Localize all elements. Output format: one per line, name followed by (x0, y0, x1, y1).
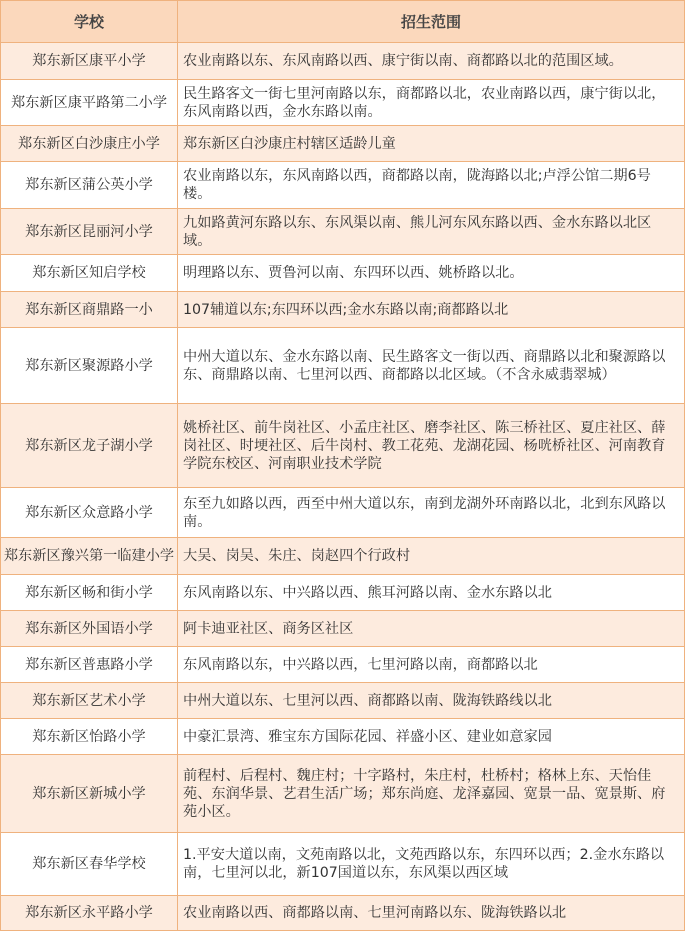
admission-range: 农业南路以东，东风南路以西，商都路以南，陇海路以北;卢浮公馆二期6号楼。 (178, 162, 685, 209)
table-row (1, 896, 685, 931)
header-range: 招生范围 (178, 1, 685, 43)
admission-range: 中州大道以东、七里河以西、商都路以南、陇海铁路线以北 (178, 683, 685, 719)
school-name: 郑东新区康平小学 (1, 43, 178, 80)
school-name: 郑东新区蒲公英小学 (1, 162, 178, 209)
school-name: 郑东新区畅和街小学 (1, 575, 178, 611)
table-row (1, 162, 685, 209)
admission-range: 阿卡迪亚社区、商务区社区 (178, 611, 685, 647)
school-name: 郑东新区白沙康庄小学 (1, 126, 178, 162)
header-school: 学校 (1, 1, 178, 43)
table-row (1, 488, 685, 538)
admission-range: 前程村、后程村、魏庄村；十字路村，朱庄村，杜桥村；格林上东、天怡佳苑、东润华景、艺君生活广场；郑东尚庭、龙泽嘉园、宽景一品、宽景斯、府苑小区。 (178, 755, 685, 833)
admission-range: 107辅道以东;东四环以西;金水东路以南;商都路以北 (178, 292, 685, 328)
table-header-row (1, 1, 685, 43)
admission-range: 姚桥社区、前牛岗社区、小孟庄社区、磨李社区、陈三桥社区、夏庄社区、薛岗社区、时埂社区、后牛岗村、教工花苑、龙湖花园、杨咣桥社区、河南教育学院东校区、河南职业技术学院 (178, 404, 685, 488)
admission-range: 中豪汇景湾、雅宝东方国际花园、祥盛小区、建业如意家园 (178, 719, 685, 755)
table-row (1, 328, 685, 404)
school-name: 郑东新区普惠路小学 (1, 647, 178, 683)
table-row (1, 755, 685, 833)
school-name: 郑东新区春华学校 (1, 833, 178, 896)
admission-range: 郑东新区白沙康庄村辖区适龄儿童 (178, 126, 685, 162)
school-name: 郑东新区龙子湖小学 (1, 404, 178, 488)
school-name: 郑东新区豫兴第一临建小学 (1, 538, 178, 575)
table-row (1, 209, 685, 255)
table-row (1, 538, 685, 575)
admission-range: 农业南路以东、东风南路以西、康宁街以南、商都路以北的范围区域。 (178, 43, 685, 80)
school-name: 郑东新区新城小学 (1, 755, 178, 833)
school-name: 郑东新区怡路小学 (1, 719, 178, 755)
school-name: 郑东新区康平路第二小学 (1, 80, 178, 126)
school-name: 郑东新区艺术小学 (1, 683, 178, 719)
school-name: 郑东新区昆丽河小学 (1, 209, 178, 255)
table-row (1, 647, 685, 683)
table-row (1, 575, 685, 611)
school-name: 郑东新区众意路小学 (1, 488, 178, 538)
admission-range: 1.平安大道以南，文苑南路以北，文苑西路以东，东四环以西；2.金水东路以南，七里河以北，新107国道以东，东风渠以西区域 (178, 833, 685, 896)
school-name: 郑东新区知启学校 (1, 255, 178, 292)
table-row (1, 404, 685, 488)
school-name: 郑东新区外国语小学 (1, 611, 178, 647)
admission-range: 九如路黄河东路以东、东风渠以南、熊儿河东风东路以西、金水东路以北区域。 (178, 209, 685, 255)
admission-range: 东风南路以东、中兴路以西、熊耳河路以南、金水东路以北 (178, 575, 685, 611)
admission-range: 民生路客文一街七里河南路以东，商都路以北，农业南路以西，康宁街以北，东风南路以西，金水东路以南。 (178, 80, 685, 126)
school-name: 郑东新区永平路小学 (1, 896, 178, 931)
admission-range: 农业南路以西、商都路以南、七里河南路以东、陇海铁路以北 (178, 896, 685, 931)
table-row (1, 80, 685, 126)
table-row (1, 126, 685, 162)
school-name: 郑东新区聚源路小学 (1, 328, 178, 404)
admission-range: 明理路以东、贾鲁河以南、东四环以西、姚桥路以北。 (178, 255, 685, 292)
table-row (1, 43, 685, 80)
admission-range: 中州大道以东、金水东路以南、民生路客文一街以西、商鼎路以北和聚源路以东、商鼎路以南、七里河以西、商都路以北区域。（不含永威翡翠城） (178, 328, 685, 404)
school-name: 郑东新区商鼎路一小 (1, 292, 178, 328)
table-row (1, 611, 685, 647)
table-row (1, 833, 685, 896)
admission-range: 东至九如路以西，西至中州大道以东，南到龙湖外环南路以北，北到东风路以南。 (178, 488, 685, 538)
admission-range: 东风南路以东，中兴路以西，七里河路以南，商都路以北 (178, 647, 685, 683)
table-row (1, 719, 685, 755)
table-row (1, 255, 685, 292)
table-row (1, 683, 685, 719)
admission-range: 大吴、岗吴、朱庄、岗赵四个行政村 (178, 538, 685, 575)
table-row (1, 292, 685, 328)
